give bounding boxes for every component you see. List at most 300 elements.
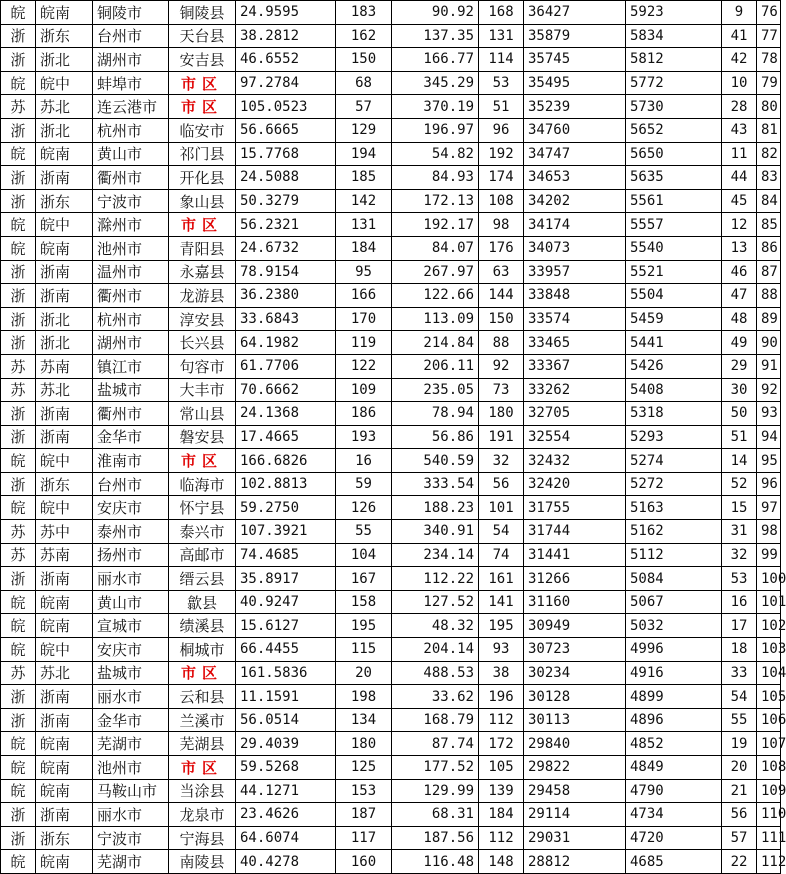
cell-value-d: 4896 xyxy=(626,708,722,732)
cell-value-c: 34653 xyxy=(524,166,626,190)
cell-city: 蚌埠市 xyxy=(93,71,169,95)
table-row xyxy=(1,708,781,732)
cell-value-d: 5521 xyxy=(626,260,722,284)
cell-value-c: 35879 xyxy=(524,24,626,48)
cell-rank-a: 142 xyxy=(336,189,392,213)
cell-province: 皖 xyxy=(1,1,36,25)
table-row xyxy=(1,826,781,850)
cell-city: 淮南市 xyxy=(93,449,169,473)
cell-city: 铜陵市 xyxy=(93,1,169,25)
cell-value-d: 5504 xyxy=(626,284,722,308)
cell-city: 衢州市 xyxy=(93,166,169,190)
cell-sub-rank: 47 xyxy=(722,284,757,308)
cell-value-a: 40.9247 xyxy=(236,590,336,614)
cell-value-c: 31441 xyxy=(524,543,626,567)
cell-value-c: 30723 xyxy=(524,638,626,662)
cell-value-d: 5652 xyxy=(626,118,722,142)
cell-county: 淳安县 xyxy=(169,307,236,331)
cell-county: 临海市 xyxy=(169,472,236,496)
cell-province: 浙 xyxy=(1,425,36,449)
cell-value-b: 206.11 xyxy=(392,354,479,378)
cell-province: 皖 xyxy=(1,850,36,874)
cell-county: 怀宁县 xyxy=(169,496,236,520)
cell-value-b: 234.14 xyxy=(392,543,479,567)
cell-rank-b: 191 xyxy=(479,425,524,449)
cell-value-b: 33.62 xyxy=(392,685,479,709)
cell-rank-a: 187 xyxy=(336,803,392,827)
table-row xyxy=(1,661,781,685)
cell-rank-a: 150 xyxy=(336,48,392,72)
cell-sub-rank: 44 xyxy=(722,166,757,190)
cell-province: 浙 xyxy=(1,166,36,190)
cell-sub-rank: 41 xyxy=(722,24,757,48)
cell-value-d: 5112 xyxy=(626,543,722,567)
cell-county: 大丰市 xyxy=(169,378,236,402)
cell-province: 皖 xyxy=(1,590,36,614)
cell-county: 磐安县 xyxy=(169,425,236,449)
cell-city: 宣城市 xyxy=(93,614,169,638)
cell-value-b: 54.82 xyxy=(392,142,479,166)
cell-value-a: 11.1591 xyxy=(236,685,336,709)
cell-rank-b: 88 xyxy=(479,331,524,355)
cell-rank-a: 185 xyxy=(336,166,392,190)
cell-value-c: 32420 xyxy=(524,472,626,496)
cell-region: 浙北 xyxy=(36,307,93,331)
cell-value-c: 29840 xyxy=(524,732,626,756)
cell-value-c: 30234 xyxy=(524,661,626,685)
cell-rank-b: 172 xyxy=(479,732,524,756)
table-row xyxy=(1,638,781,662)
cell-rank-b: 184 xyxy=(479,803,524,827)
cell-rank-a: 170 xyxy=(336,307,392,331)
table-row xyxy=(1,850,781,874)
cell-overall-rank: 92 xyxy=(757,378,781,402)
cell-value-b: 187.56 xyxy=(392,826,479,850)
cell-rank-b: 141 xyxy=(479,590,524,614)
cell-rank-a: 158 xyxy=(336,590,392,614)
cell-value-a: 56.6665 xyxy=(236,118,336,142)
cell-county: 天台县 xyxy=(169,24,236,48)
cell-province: 苏 xyxy=(1,543,36,567)
cell-value-d: 5032 xyxy=(626,614,722,638)
cell-county: 歙县 xyxy=(169,590,236,614)
cell-city: 芜湖市 xyxy=(93,732,169,756)
cell-region: 浙东 xyxy=(36,189,93,213)
cell-value-b: 137.35 xyxy=(392,24,479,48)
cell-value-d: 5274 xyxy=(626,449,722,473)
cell-province: 浙 xyxy=(1,307,36,331)
cell-value-a: 78.9154 xyxy=(236,260,336,284)
table-row xyxy=(1,756,781,780)
cell-sub-rank: 11 xyxy=(722,142,757,166)
cell-overall-rank: 79 xyxy=(757,71,781,95)
cell-rank-b: 98 xyxy=(479,213,524,237)
cell-county: 市区 xyxy=(169,95,236,119)
cell-rank-a: 184 xyxy=(336,236,392,260)
cell-region: 皖中 xyxy=(36,638,93,662)
cell-value-d: 5426 xyxy=(626,354,722,378)
table-row xyxy=(1,1,781,25)
cell-rank-b: 192 xyxy=(479,142,524,166)
cell-value-b: 122.66 xyxy=(392,284,479,308)
table-row xyxy=(1,472,781,496)
cell-province: 浙 xyxy=(1,48,36,72)
cell-value-d: 4852 xyxy=(626,732,722,756)
cell-overall-rank: 94 xyxy=(757,425,781,449)
cell-county: 桐城市 xyxy=(169,638,236,662)
cell-sub-rank: 52 xyxy=(722,472,757,496)
table-body xyxy=(1,1,786,874)
cell-value-b: 370.19 xyxy=(392,95,479,119)
cell-county: 市区 xyxy=(169,71,236,95)
cell-overall-rank: 87 xyxy=(757,260,781,284)
cell-overall-rank: 83 xyxy=(757,166,781,190)
cell-value-b: 90.92 xyxy=(392,1,479,25)
cell-value-a: 50.3279 xyxy=(236,189,336,213)
cell-county: 绩溪县 xyxy=(169,614,236,638)
cell-rank-a: 68 xyxy=(336,71,392,95)
cell-sub-rank: 31 xyxy=(722,520,757,544)
cell-sub-rank: 17 xyxy=(722,614,757,638)
cell-province: 浙 xyxy=(1,118,36,142)
cell-city: 金华市 xyxy=(93,708,169,732)
cell-value-d: 4720 xyxy=(626,826,722,850)
cell-value-c: 31160 xyxy=(524,590,626,614)
cell-value-b: 267.97 xyxy=(392,260,479,284)
cell-rank-b: 96 xyxy=(479,118,524,142)
cell-province: 皖 xyxy=(1,614,36,638)
table-row xyxy=(1,307,781,331)
cell-value-a: 107.3921 xyxy=(236,520,336,544)
cell-rank-b: 176 xyxy=(479,236,524,260)
cell-city: 宁波市 xyxy=(93,189,169,213)
cell-province: 皖 xyxy=(1,732,36,756)
cell-value-a: 59.2750 xyxy=(236,496,336,520)
cell-city: 连云港市 xyxy=(93,95,169,119)
cell-overall-rank: 80 xyxy=(757,95,781,119)
cell-value-a: 24.9595 xyxy=(236,1,336,25)
cell-overall-rank: 110 xyxy=(757,803,781,827)
cell-rank-b: 195 xyxy=(479,614,524,638)
cell-city: 安庆市 xyxy=(93,496,169,520)
cell-region: 皖中 xyxy=(36,71,93,95)
cell-value-d: 5772 xyxy=(626,71,722,95)
cell-value-b: 112.22 xyxy=(392,567,479,591)
cell-sub-rank: 15 xyxy=(722,496,757,520)
cell-county: 句容市 xyxy=(169,354,236,378)
cell-city: 扬州市 xyxy=(93,543,169,567)
cell-sub-rank: 45 xyxy=(722,189,757,213)
cell-overall-rank: 82 xyxy=(757,142,781,166)
cell-value-b: 113.09 xyxy=(392,307,479,331)
cell-value-d: 4899 xyxy=(626,685,722,709)
table-row xyxy=(1,118,781,142)
cell-region: 浙南 xyxy=(36,708,93,732)
cell-rank-a: 166 xyxy=(336,284,392,308)
cell-value-b: 116.48 xyxy=(392,850,479,874)
cell-rank-a: 193 xyxy=(336,425,392,449)
cell-province: 浙 xyxy=(1,803,36,827)
cell-province: 苏 xyxy=(1,661,36,685)
cell-overall-rank: 112 xyxy=(757,850,781,874)
cell-value-c: 34760 xyxy=(524,118,626,142)
cell-region: 苏南 xyxy=(36,354,93,378)
cell-rank-a: 115 xyxy=(336,638,392,662)
cell-value-c: 28812 xyxy=(524,850,626,874)
cell-rank-b: 54 xyxy=(479,520,524,544)
table-row xyxy=(1,614,781,638)
cell-overall-rank: 93 xyxy=(757,402,781,426)
cell-sub-rank: 55 xyxy=(722,708,757,732)
cell-overall-rank: 76 xyxy=(757,1,781,25)
cell-region: 浙北 xyxy=(36,118,93,142)
cell-county: 象山县 xyxy=(169,189,236,213)
cell-value-b: 196.97 xyxy=(392,118,479,142)
cell-rank-a: 109 xyxy=(336,378,392,402)
cell-value-d: 5067 xyxy=(626,590,722,614)
cell-rank-a: 20 xyxy=(336,661,392,685)
cell-city: 盐城市 xyxy=(93,661,169,685)
table-row xyxy=(1,213,781,237)
cell-region: 浙东 xyxy=(36,472,93,496)
cell-rank-a: 95 xyxy=(336,260,392,284)
cell-sub-rank: 28 xyxy=(722,95,757,119)
cell-province: 皖 xyxy=(1,449,36,473)
cell-rank-a: 104 xyxy=(336,543,392,567)
cell-rank-b: 73 xyxy=(479,378,524,402)
cell-rank-a: 180 xyxy=(336,732,392,756)
cell-city: 湖州市 xyxy=(93,331,169,355)
cell-sub-rank: 13 xyxy=(722,236,757,260)
cell-value-b: 78.94 xyxy=(392,402,479,426)
cell-value-a: 44.1271 xyxy=(236,779,336,803)
cell-rank-b: 108 xyxy=(479,189,524,213)
cell-value-a: 166.6826 xyxy=(236,449,336,473)
cell-value-b: 177.52 xyxy=(392,756,479,780)
cell-overall-rank: 103 xyxy=(757,638,781,662)
cell-sub-rank: 48 xyxy=(722,307,757,331)
cell-city: 泰州市 xyxy=(93,520,169,544)
cell-region: 皖中 xyxy=(36,213,93,237)
table-row xyxy=(1,236,781,260)
cell-rank-b: 168 xyxy=(479,1,524,25)
cell-sub-rank: 50 xyxy=(722,402,757,426)
cell-rank-b: 114 xyxy=(479,48,524,72)
cell-value-c: 33848 xyxy=(524,284,626,308)
cell-value-a: 97.2784 xyxy=(236,71,336,95)
cell-rank-b: 131 xyxy=(479,24,524,48)
cell-value-b: 48.32 xyxy=(392,614,479,638)
cell-county: 缙云县 xyxy=(169,567,236,591)
cell-value-d: 5561 xyxy=(626,189,722,213)
cell-value-d: 5441 xyxy=(626,331,722,355)
cell-rank-a: 160 xyxy=(336,850,392,874)
cell-overall-rank: 108 xyxy=(757,756,781,780)
cell-value-b: 68.31 xyxy=(392,803,479,827)
cell-county: 永嘉县 xyxy=(169,260,236,284)
cell-rank-a: 117 xyxy=(336,826,392,850)
table-row xyxy=(1,779,781,803)
cell-rank-a: 129 xyxy=(336,118,392,142)
cell-value-d: 4685 xyxy=(626,850,722,874)
cell-value-d: 5635 xyxy=(626,166,722,190)
cell-overall-rank: 97 xyxy=(757,496,781,520)
table-row xyxy=(1,496,781,520)
cell-rank-a: 167 xyxy=(336,567,392,591)
cell-rank-a: 198 xyxy=(336,685,392,709)
cell-value-a: 66.4455 xyxy=(236,638,336,662)
cell-value-b: 129.99 xyxy=(392,779,479,803)
cell-value-d: 4916 xyxy=(626,661,722,685)
table-row xyxy=(1,71,781,95)
table-row xyxy=(1,378,781,402)
table-row xyxy=(1,95,781,119)
cell-rank-a: 126 xyxy=(336,496,392,520)
cell-rank-a: 122 xyxy=(336,354,392,378)
cell-value-a: 17.4665 xyxy=(236,425,336,449)
cell-city: 丽水市 xyxy=(93,685,169,709)
cell-rank-a: 194 xyxy=(336,142,392,166)
cell-region: 皖中 xyxy=(36,449,93,473)
cell-province: 皖 xyxy=(1,756,36,780)
cell-county: 龙泉市 xyxy=(169,803,236,827)
cell-value-a: 64.1982 xyxy=(236,331,336,355)
cell-overall-rank: 104 xyxy=(757,661,781,685)
cell-region: 浙南 xyxy=(36,685,93,709)
cell-rank-b: 112 xyxy=(479,708,524,732)
cell-rank-a: 183 xyxy=(336,1,392,25)
cell-county: 泰兴市 xyxy=(169,520,236,544)
cell-rank-b: 150 xyxy=(479,307,524,331)
cell-sub-rank: 32 xyxy=(722,543,757,567)
cell-province: 皖 xyxy=(1,779,36,803)
cell-value-b: 340.91 xyxy=(392,520,479,544)
table-row xyxy=(1,425,781,449)
cell-overall-rank: 77 xyxy=(757,24,781,48)
cell-value-b: 235.05 xyxy=(392,378,479,402)
cell-value-a: 70.6662 xyxy=(236,378,336,402)
cell-value-a: 38.2812 xyxy=(236,24,336,48)
cell-overall-rank: 107 xyxy=(757,732,781,756)
cell-sub-rank: 10 xyxy=(722,71,757,95)
cell-sub-rank: 42 xyxy=(722,48,757,72)
cell-value-b: 192.17 xyxy=(392,213,479,237)
cell-value-c: 35239 xyxy=(524,95,626,119)
cell-region: 皖南 xyxy=(36,732,93,756)
cell-value-b: 168.79 xyxy=(392,708,479,732)
cell-overall-rank: 78 xyxy=(757,48,781,72)
cell-rank-b: 101 xyxy=(479,496,524,520)
cell-rank-a: 55 xyxy=(336,520,392,544)
cell-value-d: 5923 xyxy=(626,1,722,25)
cell-city: 黄山市 xyxy=(93,590,169,614)
cell-region: 浙北 xyxy=(36,331,93,355)
cell-overall-rank: 105 xyxy=(757,685,781,709)
cell-value-a: 74.4685 xyxy=(236,543,336,567)
cell-county: 市区 xyxy=(169,756,236,780)
cell-sub-rank: 49 xyxy=(722,331,757,355)
cell-value-a: 56.2321 xyxy=(236,213,336,237)
cell-province: 皖 xyxy=(1,71,36,95)
cell-sub-rank: 20 xyxy=(722,756,757,780)
cell-rank-a: 134 xyxy=(336,708,392,732)
cell-value-d: 5834 xyxy=(626,24,722,48)
cell-county: 龙游县 xyxy=(169,284,236,308)
cell-city: 镇江市 xyxy=(93,354,169,378)
cell-value-c: 29458 xyxy=(524,779,626,803)
cell-rank-b: 51 xyxy=(479,95,524,119)
cell-rank-a: 186 xyxy=(336,402,392,426)
cell-county: 高邮市 xyxy=(169,543,236,567)
cell-sub-rank: 12 xyxy=(722,213,757,237)
cell-city: 金华市 xyxy=(93,425,169,449)
cell-rank-b: 144 xyxy=(479,284,524,308)
cell-value-a: 15.6127 xyxy=(236,614,336,638)
cell-rank-a: 119 xyxy=(336,331,392,355)
cell-value-c: 29031 xyxy=(524,826,626,850)
cell-province: 浙 xyxy=(1,402,36,426)
cell-city: 台州市 xyxy=(93,24,169,48)
cell-sub-rank: 33 xyxy=(722,661,757,685)
cell-value-c: 33957 xyxy=(524,260,626,284)
cell-county: 铜陵县 xyxy=(169,1,236,25)
cell-value-d: 5650 xyxy=(626,142,722,166)
cell-value-c: 31266 xyxy=(524,567,626,591)
cell-value-c: 31744 xyxy=(524,520,626,544)
cell-region: 皖中 xyxy=(36,496,93,520)
cell-value-d: 4790 xyxy=(626,779,722,803)
cell-region: 苏中 xyxy=(36,520,93,544)
cell-city: 衢州市 xyxy=(93,284,169,308)
cell-province: 苏 xyxy=(1,378,36,402)
cell-overall-rank: 102 xyxy=(757,614,781,638)
cell-value-c: 33465 xyxy=(524,331,626,355)
cell-region: 浙南 xyxy=(36,567,93,591)
cell-value-c: 34747 xyxy=(524,142,626,166)
cell-rank-b: 161 xyxy=(479,567,524,591)
cell-overall-rank: 100 xyxy=(757,567,781,591)
cell-region: 浙东 xyxy=(36,24,93,48)
cell-city: 芜湖市 xyxy=(93,850,169,874)
cell-overall-rank: 106 xyxy=(757,708,781,732)
cell-value-c: 30128 xyxy=(524,685,626,709)
cell-value-c: 33574 xyxy=(524,307,626,331)
table-row xyxy=(1,166,781,190)
cell-overall-rank: 91 xyxy=(757,354,781,378)
cell-overall-rank: 81 xyxy=(757,118,781,142)
cell-value-b: 333.54 xyxy=(392,472,479,496)
cell-value-a: 33.6843 xyxy=(236,307,336,331)
cell-sub-rank: 43 xyxy=(722,118,757,142)
table-row xyxy=(1,48,781,72)
cell-city: 安庆市 xyxy=(93,638,169,662)
cell-overall-rank: 95 xyxy=(757,449,781,473)
cell-overall-rank: 89 xyxy=(757,307,781,331)
cell-overall-rank: 109 xyxy=(757,779,781,803)
cell-region: 皖南 xyxy=(36,756,93,780)
cell-rank-b: 148 xyxy=(479,850,524,874)
cell-overall-rank: 111 xyxy=(757,826,781,850)
table-row xyxy=(1,543,781,567)
cell-sub-rank: 22 xyxy=(722,850,757,874)
cell-overall-rank: 90 xyxy=(757,331,781,355)
cell-region: 浙南 xyxy=(36,260,93,284)
table-row xyxy=(1,284,781,308)
cell-rank-a: 162 xyxy=(336,24,392,48)
cell-region: 皖南 xyxy=(36,614,93,638)
cell-region: 浙南 xyxy=(36,425,93,449)
cell-city: 台州市 xyxy=(93,472,169,496)
